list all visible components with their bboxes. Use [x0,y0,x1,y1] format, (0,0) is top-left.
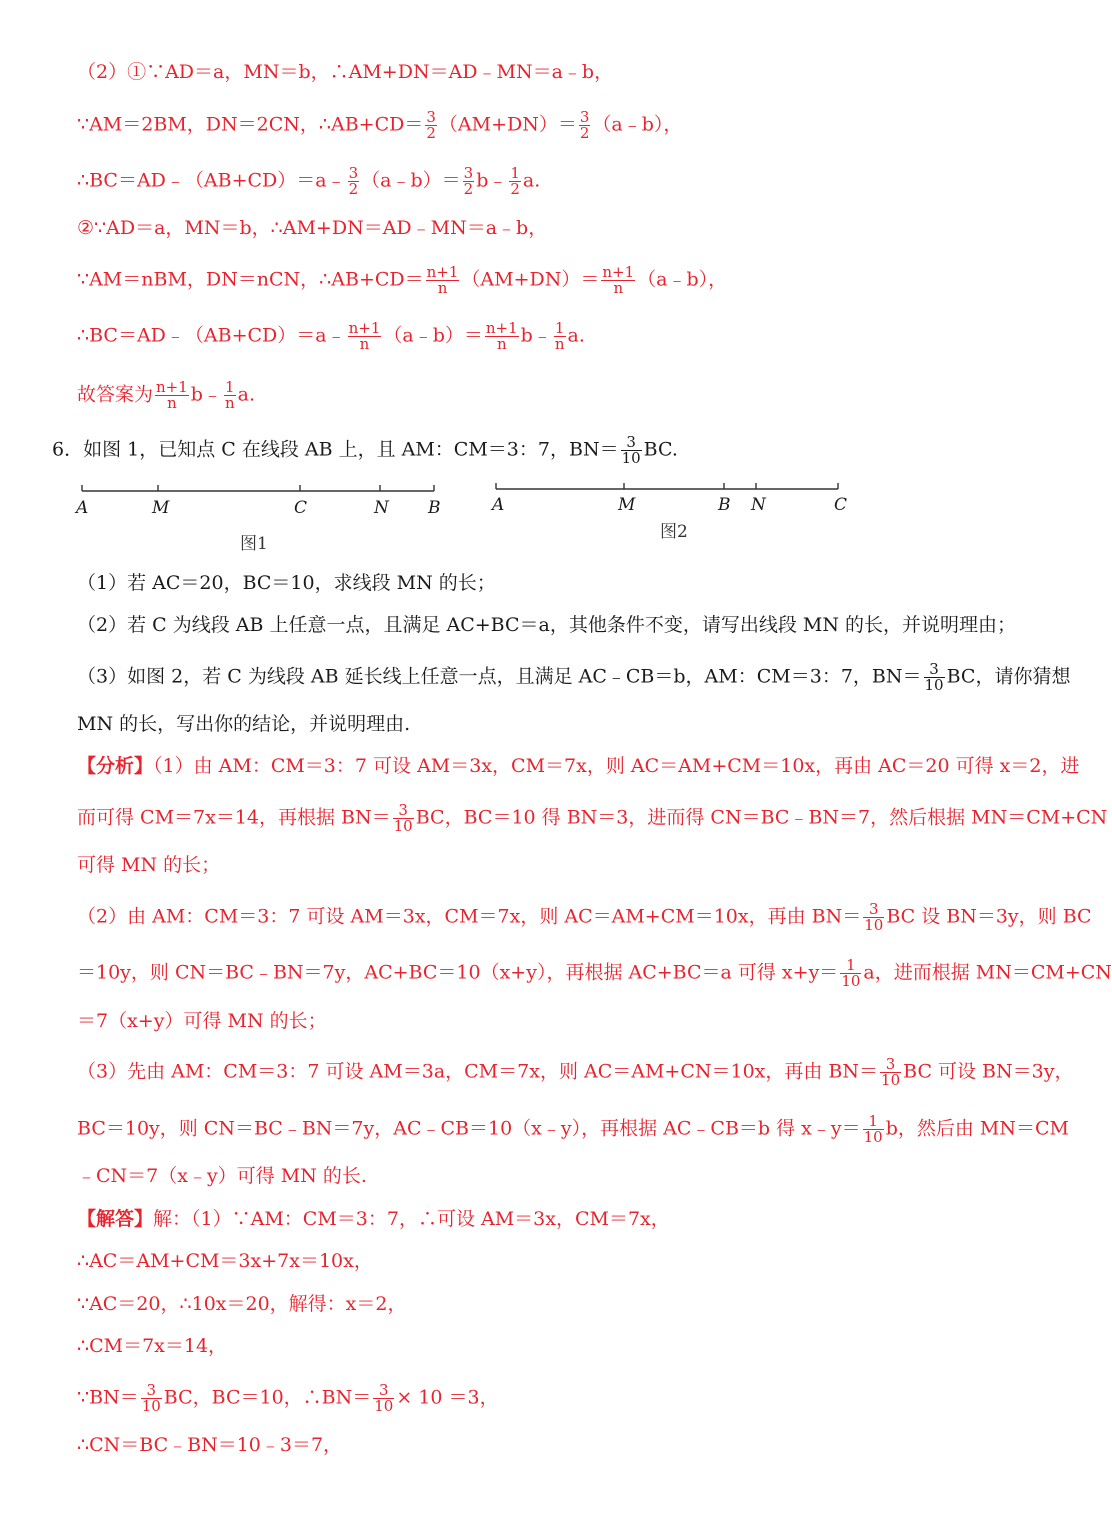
point-label-a: A [76,498,89,518]
point-label-b: B [428,498,441,518]
answer-line-2: ∴AC＝AM+CM＝3x+7x＝10x， [77,1250,373,1272]
figure-1-caption: 图1 [240,534,268,554]
fraction: $\frac{3}{2}$ [579,108,590,142]
analysis-line-4: （2）由 AM：CM＝3：7 可设 AM＝3x，CM＝7x，则 AC＝AM+CM＝10x，再由 BN＝ $\frac{3}{10}$ BC 设 BN＝3y，则 BC [77,900,1092,934]
fraction: $\frac{3}{10}$ [621,433,641,467]
fraction: $\frac{1}{n}$ [554,319,565,353]
point-label-m: M [152,498,170,518]
fraction: $\frac{3}{10}$ [393,801,413,835]
fraction: $\frac{n+1}{n}$ [602,263,635,297]
fraction: $\frac{3}{10}$ [924,660,944,694]
point-label-m: M [618,495,636,515]
question-1: （1）若 AC＝20，BC＝10，求线段 MN 的长； [77,572,496,594]
fraction: $\frac{n+1}{n}$ [156,378,188,412]
fraction: $\frac{n+1}{n}$ [426,263,459,297]
answer-line-5: ∵BN＝ $\frac{3}{10}$ BC，BC＝10，∴BN＝ $\frac{3}{10}$ × 10 ＝3， [77,1381,499,1415]
fraction: $\frac{3}{10}$ [141,1381,161,1415]
sol-line-7: 故答案为 $\frac{n+1}{n}$ b﹣ $\frac{1}{n}$ a. [77,378,256,412]
problem-6-stem: 6．如图 1，已知点 C 在线段 AB 上，且 AM：CM＝3：7，BN＝ $\frac{3}{10}$ BC. [52,433,678,467]
fraction: $\frac{3}{10}$ [864,900,884,934]
analysis-line-6: ＝7（x+y）可得 MN 的长； [77,1010,327,1032]
analysis-line-3: 可得 MN 的长； [77,854,221,876]
question-2: （2）若 C 为线段 AB 上任意一点，且满足 AC+BC＝a，其他条件不变，请写出线段 MN 的长，并说明理由； [77,614,1017,636]
fraction: $\frac{3}{2}$ [463,164,474,198]
analysis-line-7: （3）先由 AM：CM＝3：7 可设 AM＝3a，CM＝7x，则 AC＝AM+CN＝10x，再由 BN＝ $\frac{3}{10}$ BC 可设 BN＝3y， [77,1055,1074,1089]
sol-line-2: ∵AM＝2BM，DN＝2CN，∴AB+CD＝ $\frac{3}{2}$ （AM+DN）＝ $\frac{3}{2}$ （a﹣b）， [77,108,683,142]
answer-line-1: 【解答】解：（1）∵AM：CM＝3：7，∴可设 AM＝3x，CM＝7x， [77,1208,670,1230]
point-label-c: C [834,495,848,515]
sol-line-6: ∴BC＝AD﹣（AB+CD）＝a﹣ $\frac{n+1}{n}$ （a﹣b）＝ $\frac{n+1}{n}$ b﹣ $\frac{1}{n}$ a. [77,319,585,353]
fraction: $\frac{3}{2}$ [426,108,436,142]
figure-2 [488,476,858,520]
fraction: $\frac{1}{10}$ [863,1112,883,1146]
question-3-cont: MN 的长，写出你的结论，并说明理由. [77,713,411,735]
sol-line-3: ∴BC＝AD﹣（AB+CD）＝a﹣ $\frac{3}{2}$ （a﹣b）＝ $\frac{3}{2}$ b﹣ $\frac{1}{2}$ a. [77,164,541,198]
point-label-n: N [751,495,766,515]
fraction: $\frac{n+1}{n}$ [485,319,518,353]
fraction: $\frac{1}{10}$ [841,956,861,990]
point-label-a: A [492,495,505,515]
analysis-line-1: 【分析】（1）由 AM：CM＝3：7 可设 AM＝3x，CM＝7x，则 AC＝AM+CM＝10x，再由 AC＝20 可得 x＝2，进 [77,755,1080,777]
point-label-n: N [374,498,389,518]
fraction: $\frac{3}{10}$ [881,1055,901,1089]
fraction: $\frac{3}{2}$ [348,164,359,198]
sol-line-5: ∵AM＝nBM，DN＝nCN，∴AB+CD＝ $\frac{n+1}{n}$ （AM+DN）＝ $\frac{n+1}{n}$ （a﹣b）， [77,263,728,297]
point-label-b: B [718,495,731,515]
fraction: $\frac{n+1}{n}$ [348,319,381,353]
figure-1 [70,478,450,522]
answer-tag: 【解答】 [77,1208,154,1230]
sol-line-4: ②∵AD＝a，MN＝b，∴AM+DN＝AD﹣MN＝a﹣b， [77,217,548,239]
answer-line-4: ∴CM＝7x＝14， [77,1335,228,1357]
fraction: $\frac{1}{2}$ [510,164,520,198]
figure-2-caption: 图2 [660,522,688,542]
sol-line-1: （2）①∵AD＝a，MN＝b，∴AM+DN＝AD﹣MN＝a﹣b， [77,61,614,83]
analysis-line-8: BC＝10y，则 CN＝BC﹣BN＝7y，AC﹣CB＝10（x﹣y），再根据 AC﹣CB＝b 得 x﹣y＝ $\frac{1}{10}$ b，然后由 MN＝CM [77,1112,1069,1146]
point-label-c: C [294,498,308,518]
analysis-tag: 【分析】 [77,755,154,777]
fraction: $\frac{1}{n}$ [224,378,235,412]
question-3: （3）如图 2，若 C 为线段 AB 延长线上任意一点，且满足 AC﹣CB＝b，AM：CM＝3：7，BN＝ $\frac{3}{10}$ BC，请你猜想 [77,660,1071,694]
fraction: $\frac{3}{10}$ [374,1381,394,1415]
analysis-line-5: ＝10y，则 CN＝BC﹣BN＝7y，AC+BC＝10（x+y），再根据 AC+BC＝a 可得 x+y＝ $\frac{1}{10}$ a，进而根据 MN＝CM+CN [77,956,1112,990]
answer-line-6: ∴CN＝BC﹣BN＝10﹣3＝7， [77,1434,343,1456]
analysis-line-2: 而可得 CM＝7x＝14，再根据 BN＝ $\frac{3}{10}$ BC，BC＝10 得 BN＝3，进而得 CN＝BC﹣BN＝7，然后根据 MN＝CM+CN [77,801,1108,835]
answer-line-3: ∵AC＝20，∴10x＝20，解得：x＝2， [77,1293,407,1315]
analysis-line-9: ﹣CN＝7（x﹣y）可得 MN 的长. [77,1165,367,1187]
